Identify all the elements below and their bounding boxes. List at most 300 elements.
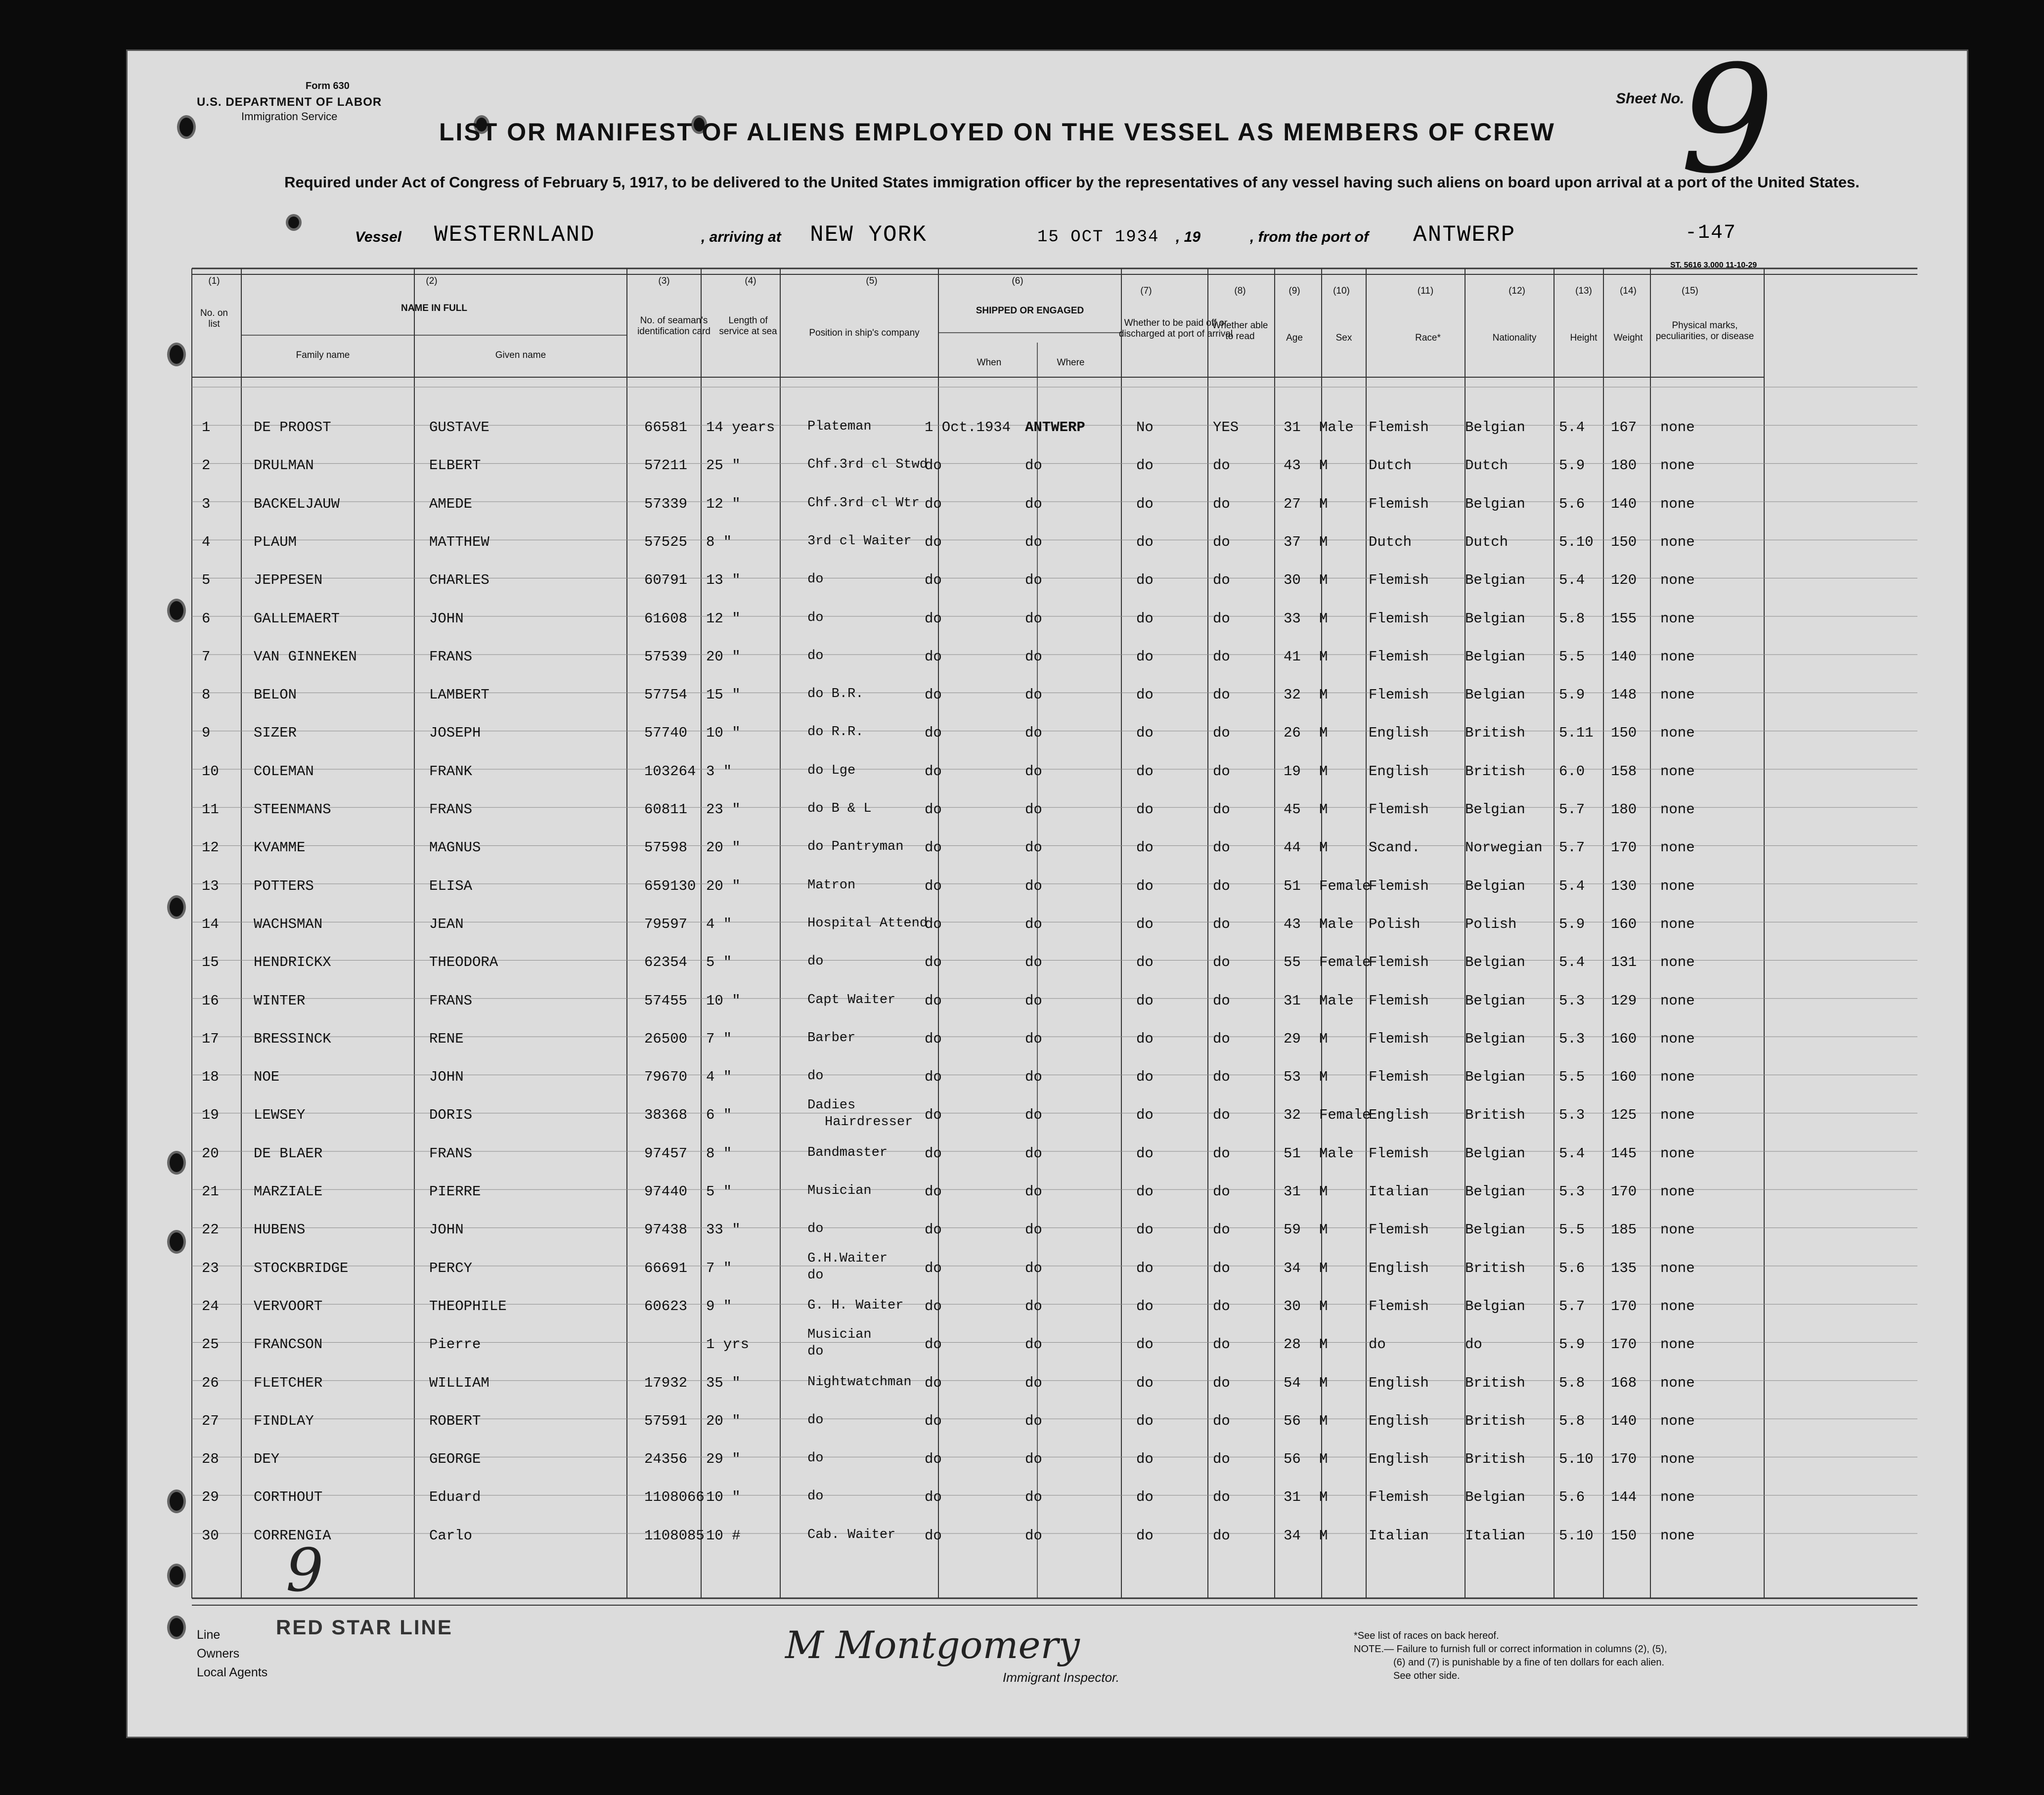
cell-when: do: [925, 877, 942, 894]
cell-where: do: [1025, 687, 1042, 703]
cell-family: BELON: [254, 687, 297, 703]
cell-height: 5.8: [1559, 610, 1585, 627]
cell-card: 79597: [644, 916, 688, 932]
cell-family: FRANCSON: [254, 1336, 323, 1353]
cell-family: VAN GINNEKEN: [254, 648, 357, 665]
cell-paid: do: [1136, 877, 1154, 894]
cell-height: 5.3: [1559, 1030, 1585, 1047]
cell-given: GEORGE: [429, 1451, 481, 1468]
cell-race: Flemish: [1369, 572, 1429, 589]
cell-age: 19: [1284, 763, 1301, 780]
cell-read: do: [1213, 572, 1230, 589]
cell-nationality: Dutch: [1465, 533, 1509, 550]
header-race: Race*: [1415, 333, 1441, 343]
cell-card: 1108085: [644, 1527, 705, 1544]
cell-paid: do: [1136, 1145, 1154, 1162]
cell-given: DORIS: [429, 1107, 473, 1124]
cell-no: 3: [202, 495, 211, 512]
col-number: (2): [426, 276, 438, 286]
cell-nationality: British: [1465, 1107, 1525, 1124]
cell-race: Flemish: [1369, 954, 1429, 971]
cell-family: DE BLAER: [254, 1145, 323, 1162]
col-number: (4): [745, 276, 756, 286]
cell-height: 5.8: [1559, 1374, 1585, 1391]
cell-race: Dutch: [1369, 457, 1412, 474]
cell-weight: 130: [1611, 877, 1637, 894]
cell-no: 22: [202, 1222, 219, 1238]
cell-card: 61608: [644, 610, 688, 627]
cell-when: do: [925, 1489, 942, 1506]
cell-service: 5 ": [706, 1183, 732, 1200]
cell-race: English: [1369, 763, 1429, 780]
cell-marks: none: [1660, 687, 1695, 703]
cell-family: HUBENS: [254, 1222, 306, 1238]
header-nationality: Nationality: [1492, 333, 1537, 343]
cell-marks: none: [1660, 1451, 1695, 1468]
cell-service: 9 ": [706, 1298, 732, 1314]
cell-card: 38368: [644, 1107, 688, 1124]
cell-age: 34: [1284, 1527, 1301, 1544]
cell-service: 20 ": [706, 877, 741, 894]
cell-no: 28: [202, 1451, 219, 1468]
cell-sex: M: [1319, 1183, 1328, 1200]
cell-sex: M: [1319, 1030, 1328, 1047]
cell-sex: M: [1319, 1489, 1328, 1506]
cell-position: Barber: [807, 1030, 856, 1046]
cell-nationality: Polish: [1465, 916, 1517, 932]
cell-race: English: [1369, 1107, 1429, 1124]
header-given-name: Given name: [495, 350, 546, 360]
cell-card: 62354: [644, 954, 688, 971]
cell-no: 7: [202, 648, 211, 665]
cell-sex: M: [1319, 1527, 1328, 1544]
cell-given: FRANS: [429, 801, 473, 818]
cell-family: CORTHOUT: [254, 1489, 323, 1506]
cell-when: do: [925, 916, 942, 932]
cell-card: 26500: [644, 1030, 688, 1047]
cell-given: JOSEPH: [429, 725, 481, 742]
cell-paid: do: [1136, 572, 1154, 589]
cell-family: JEPPESEN: [254, 572, 323, 589]
header-able-read: Whether able to read: [1212, 320, 1268, 342]
cell-card: 97438: [644, 1222, 688, 1238]
cell-weight: 131: [1611, 954, 1637, 971]
cell-where: do: [1025, 572, 1042, 589]
cell-paid: do: [1136, 1527, 1154, 1544]
cell-height: 5.3: [1559, 1183, 1585, 1200]
cell-race: Flemish: [1369, 1298, 1429, 1314]
cell-where: do: [1025, 1489, 1042, 1506]
cell-marks: none: [1660, 1412, 1695, 1429]
cell-age: 29: [1284, 1030, 1301, 1047]
cell-service: 4 ": [706, 916, 732, 932]
cell-nationality: Belgian: [1465, 495, 1525, 512]
cell-height: 5.9: [1559, 457, 1585, 474]
cell-weight: 140: [1611, 648, 1637, 665]
cell-sex: M: [1319, 801, 1328, 818]
cell-nationality: Belgian: [1465, 610, 1525, 627]
cell-when: do: [925, 801, 942, 818]
cell-where: do: [1025, 877, 1042, 894]
cell-position: do Pantryman: [807, 839, 904, 855]
cell-paid: do: [1136, 1298, 1154, 1314]
cell-age: 56: [1284, 1451, 1301, 1468]
cell-read: do: [1213, 801, 1230, 818]
cell-age: 51: [1284, 1145, 1301, 1162]
cell-when: do: [925, 1298, 942, 1314]
cell-nationality: Belgian: [1465, 877, 1525, 894]
form-stock-number: ST. 5616 3.000 11-10-29: [1670, 261, 1757, 269]
cell-marks: none: [1660, 1260, 1695, 1276]
cell-given: Eduard: [429, 1489, 481, 1506]
cell-when: do: [925, 1030, 942, 1047]
cell-weight: 160: [1611, 916, 1637, 932]
cell-family: SIZER: [254, 725, 297, 742]
cell-race: English: [1369, 1374, 1429, 1391]
cell-position: G. H. Waiter: [807, 1298, 904, 1313]
cell-service: 20 ": [706, 648, 741, 665]
cell-read: do: [1213, 457, 1230, 474]
arriving-label: , arriving at: [701, 229, 781, 245]
cell-age: 30: [1284, 1298, 1301, 1314]
cell-weight: 120: [1611, 572, 1637, 589]
cell-position: do: [807, 1069, 824, 1084]
cell-nationality: Belgian: [1465, 1489, 1525, 1506]
cell-weight: 170: [1611, 1336, 1637, 1353]
cell-height: 5.11: [1559, 725, 1594, 742]
cell-read: do: [1213, 1451, 1230, 1468]
cell-height: 5.8: [1559, 1412, 1585, 1429]
cell-no: 10: [202, 763, 219, 780]
cell-race: Italian: [1369, 1183, 1429, 1200]
cell-card: 60791: [644, 572, 688, 589]
footer-note: See other side.: [1393, 1670, 1460, 1681]
cell-given: Carlo: [429, 1527, 473, 1544]
cell-when: 1 Oct.1934: [925, 419, 1011, 436]
cell-nationality: Belgian: [1465, 648, 1525, 665]
cell-paid: do: [1136, 954, 1154, 971]
cell-read: do: [1213, 763, 1230, 780]
cell-height: 5.4: [1559, 419, 1585, 436]
cell-no: 5: [202, 572, 211, 589]
sheet-label: Sheet No.: [1616, 90, 1685, 107]
cell-read: do: [1213, 1260, 1230, 1276]
cell-weight: 135: [1611, 1260, 1637, 1276]
cell-given: JOHN: [429, 1069, 464, 1086]
cell-nationality: British: [1465, 725, 1525, 742]
cell-service: 7 ": [706, 1030, 732, 1047]
cell-where: do: [1025, 725, 1042, 742]
cell-service: 35 ": [706, 1374, 741, 1391]
cell-given: FRANS: [429, 1145, 473, 1162]
cell-given: ROBERT: [429, 1412, 481, 1429]
cell-nationality: Belgian: [1465, 992, 1525, 1009]
header-name-in-full: NAME IN FULL: [400, 303, 468, 313]
cell-card: 66581: [644, 419, 688, 436]
cell-no: 20: [202, 1145, 219, 1162]
cell-card: 24356: [644, 1451, 688, 1468]
header-age: Age: [1286, 333, 1303, 343]
cell-age: 31: [1284, 419, 1301, 436]
cell-race: Flemish: [1369, 687, 1429, 703]
cell-weight: 167: [1611, 419, 1637, 436]
cell-position-line2: do: [807, 1344, 824, 1359]
cell-given: THEODORA: [429, 954, 498, 971]
cell-where: do: [1025, 610, 1042, 627]
cell-nationality: Belgian: [1465, 1183, 1525, 1200]
cell-family: GALLEMAERT: [254, 610, 340, 627]
cell-when: do: [925, 1260, 942, 1276]
col-number: (7): [1140, 286, 1152, 296]
cell-given: ELISA: [429, 877, 473, 894]
cell-sex: Male: [1319, 916, 1354, 932]
page-mark: -147: [1685, 222, 1737, 244]
cell-position: do: [807, 572, 824, 587]
cell-age: 33: [1284, 610, 1301, 627]
cell-when: do: [925, 992, 942, 1009]
arrival-port: NEW YORK: [810, 222, 927, 248]
cell-read: do: [1213, 495, 1230, 512]
cell-race: Flemish: [1369, 610, 1429, 627]
cell-marks: none: [1660, 610, 1695, 627]
cell-family: COLEMAN: [254, 763, 314, 780]
cell-no: 26: [202, 1374, 219, 1391]
cell-read: do: [1213, 1069, 1230, 1086]
vessel-label: Vessel: [355, 229, 401, 245]
cell-family: VERVOORT: [254, 1298, 323, 1314]
cell-nationality: Belgian: [1465, 572, 1525, 589]
cell-given: AMEDE: [429, 495, 473, 512]
cell-given: MAGNUS: [429, 839, 481, 856]
cell-service: 23 ": [706, 801, 741, 818]
cell-sex: M: [1319, 1374, 1328, 1391]
cell-no: 2: [202, 457, 211, 474]
cell-sex: M: [1319, 1412, 1328, 1429]
cell-where: do: [1025, 992, 1042, 1009]
cell-read: do: [1213, 1298, 1230, 1314]
cell-read: do: [1213, 954, 1230, 971]
cell-paid: do: [1136, 457, 1154, 474]
cell-where: do: [1025, 763, 1042, 780]
department-label: U.S. DEPARTMENT OF LABOR: [197, 95, 382, 109]
cell-where: do: [1025, 954, 1042, 971]
cell-marks: none: [1660, 648, 1695, 665]
cell-card: 79670: [644, 1069, 688, 1086]
cell-sex: M: [1319, 1336, 1328, 1353]
cell-where: do: [1025, 533, 1042, 550]
cell-height: 5.9: [1559, 687, 1585, 703]
cell-height: 5.5: [1559, 1222, 1585, 1238]
cell-marks: none: [1660, 1336, 1695, 1353]
cell-sex: Male: [1319, 1145, 1354, 1162]
cell-no: 1: [202, 419, 211, 436]
cell-height: 6.0: [1559, 763, 1585, 780]
cell-family: CORRENGIA: [254, 1527, 331, 1544]
cell-when: do: [925, 687, 942, 703]
col-number: (10): [1333, 286, 1350, 296]
cell-position: Matron: [807, 877, 856, 893]
cell-paid: do: [1136, 610, 1154, 627]
cell-where: do: [1025, 1069, 1042, 1086]
cell-marks: none: [1660, 533, 1695, 550]
cell-race: Flemish: [1369, 1222, 1429, 1238]
cell-nationality: Belgian: [1465, 1298, 1525, 1314]
header-physical: Physical marks, peculiarities, or disease: [1655, 320, 1754, 342]
cell-age: 32: [1284, 1107, 1301, 1124]
cell-where: do: [1025, 1336, 1042, 1353]
cell-paid: do: [1136, 1222, 1154, 1238]
cell-given: FRANS: [429, 648, 473, 665]
header-when: When: [977, 357, 1002, 368]
cell-where: do: [1025, 839, 1042, 856]
departure-port: ANTWERP: [1413, 222, 1516, 248]
cell-nationality: British: [1465, 1374, 1525, 1391]
cell-where: do: [1025, 1374, 1042, 1391]
cell-given: RENE: [429, 1030, 464, 1047]
cell-given: MATTHEW: [429, 533, 489, 550]
cell-no: 8: [202, 687, 211, 703]
footer-owners-label: Owners: [197, 1647, 240, 1661]
cell-height: 5.7: [1559, 1298, 1585, 1314]
cell-where: do: [1025, 1107, 1042, 1124]
footer-note: NOTE.— Failure to furnish full or correct information in columns (2), (5),: [1354, 1644, 1667, 1655]
cell-given: THEOPHILE: [429, 1298, 507, 1314]
cell-race: Flemish: [1369, 1030, 1429, 1047]
cell-paid: do: [1136, 1030, 1154, 1047]
cell-weight: 148: [1611, 687, 1637, 703]
cell-read: do: [1213, 1145, 1230, 1162]
cell-read: do: [1213, 992, 1230, 1009]
cell-family: HENDRICKX: [254, 954, 331, 971]
cell-read: do: [1213, 1336, 1230, 1353]
cell-family: DRULMAN: [254, 457, 314, 474]
cell-no: 16: [202, 992, 219, 1009]
cell-age: 45: [1284, 801, 1301, 818]
cell-paid: do: [1136, 725, 1154, 742]
cell-paid: do: [1136, 687, 1154, 703]
header-no-on-list: No. on list: [200, 308, 228, 329]
cell-service: 12 ": [706, 610, 741, 627]
cell-family: WACHSMAN: [254, 916, 323, 932]
cell-weight: 185: [1611, 1222, 1637, 1238]
cell-height: 5.4: [1559, 877, 1585, 894]
cell-read: do: [1213, 916, 1230, 932]
cell-position: Musician: [807, 1327, 872, 1343]
cell-marks: none: [1660, 1489, 1695, 1506]
cell-read: do: [1213, 839, 1230, 856]
cell-position: Capt Waiter: [807, 992, 896, 1007]
cell-height: 5.5: [1559, 648, 1585, 665]
cell-height: 5.3: [1559, 992, 1585, 1009]
cell-race: Flemish: [1369, 992, 1429, 1009]
cell-marks: none: [1660, 1030, 1695, 1047]
cell-where: do: [1025, 1030, 1042, 1047]
col-number: (3): [658, 276, 670, 286]
cell-family: STOCKBRIDGE: [254, 1260, 349, 1276]
cell-marks: none: [1660, 801, 1695, 818]
cell-position: Musician: [807, 1183, 872, 1198]
cell-age: 41: [1284, 648, 1301, 665]
cell-height: 5.10: [1559, 1451, 1594, 1468]
cell-height: 5.4: [1559, 1145, 1585, 1162]
cell-sex: M: [1319, 610, 1328, 627]
cell-card: 103264: [644, 763, 696, 780]
cell-read: do: [1213, 1107, 1230, 1124]
cell-marks: none: [1660, 419, 1695, 436]
cell-when: do: [925, 725, 942, 742]
cell-paid: do: [1136, 1451, 1154, 1468]
cell-age: 53: [1284, 1069, 1301, 1086]
cell-race: do: [1369, 1336, 1386, 1353]
cell-marks: none: [1660, 763, 1695, 780]
cell-when: do: [925, 1451, 942, 1468]
cell-service: 4 ": [706, 1069, 732, 1086]
cell-nationality: Norwegian: [1465, 839, 1543, 856]
cell-weight: 140: [1611, 495, 1637, 512]
cell-age: 27: [1284, 495, 1301, 512]
cell-race: Flemish: [1369, 648, 1429, 665]
cell-race: English: [1369, 1451, 1429, 1468]
cell-nationality: Belgian: [1465, 1069, 1525, 1086]
cell-sex: Male: [1319, 992, 1354, 1009]
cell-service: 20 ": [706, 1412, 741, 1429]
cell-weight: 150: [1611, 533, 1637, 550]
cell-sex: M: [1319, 1260, 1328, 1276]
cell-sex: M: [1319, 1069, 1328, 1086]
cell-card: 659130: [644, 877, 696, 894]
cell-no: 21: [202, 1183, 219, 1200]
cell-race: Scand.: [1369, 839, 1421, 856]
cell-no: 23: [202, 1260, 219, 1276]
cell-nationality: Dutch: [1465, 457, 1509, 474]
cell-card: 97440: [644, 1183, 688, 1200]
cell-marks: none: [1660, 877, 1695, 894]
footer-agents-label: Local Agents: [197, 1665, 268, 1679]
cell-card: 57211: [644, 457, 688, 474]
cell-family: PLAUM: [254, 533, 297, 550]
col-number: (1): [208, 276, 220, 286]
cell-paid: do: [1136, 916, 1154, 932]
cell-paid: do: [1136, 1183, 1154, 1200]
cell-service: 29 ": [706, 1451, 741, 1468]
cell-weight: 144: [1611, 1489, 1637, 1506]
cell-height: 5.10: [1559, 1527, 1594, 1544]
cell-marks: none: [1660, 725, 1695, 742]
cell-given: LAMBERT: [429, 687, 489, 703]
cell-no: 24: [202, 1298, 219, 1314]
cell-position: Cab. Waiter: [807, 1527, 896, 1542]
cell-age: 31: [1284, 1489, 1301, 1506]
cell-when: do: [925, 648, 942, 665]
cell-nationality: British: [1465, 1412, 1525, 1429]
cell-weight: 125: [1611, 1107, 1637, 1124]
cell-position: Dadies: [807, 1098, 856, 1113]
header-height: Height: [1570, 333, 1598, 343]
sheet-number: 9: [1680, 49, 1775, 206]
cell-where: do: [1025, 1183, 1042, 1200]
cell-paid: do: [1136, 1336, 1154, 1353]
cell-position: do: [807, 648, 824, 663]
cell-no: 17: [202, 1030, 219, 1047]
cell-weight: 168: [1611, 1374, 1637, 1391]
cell-position: Nightwatchman: [807, 1374, 912, 1390]
cell-sex: M: [1319, 1222, 1328, 1238]
cell-sex: M: [1319, 572, 1328, 589]
cell-paid: do: [1136, 648, 1154, 665]
cell-position: do B.R.: [807, 687, 864, 702]
cell-race: Flemish: [1369, 495, 1429, 512]
cell-marks: none: [1660, 916, 1695, 932]
